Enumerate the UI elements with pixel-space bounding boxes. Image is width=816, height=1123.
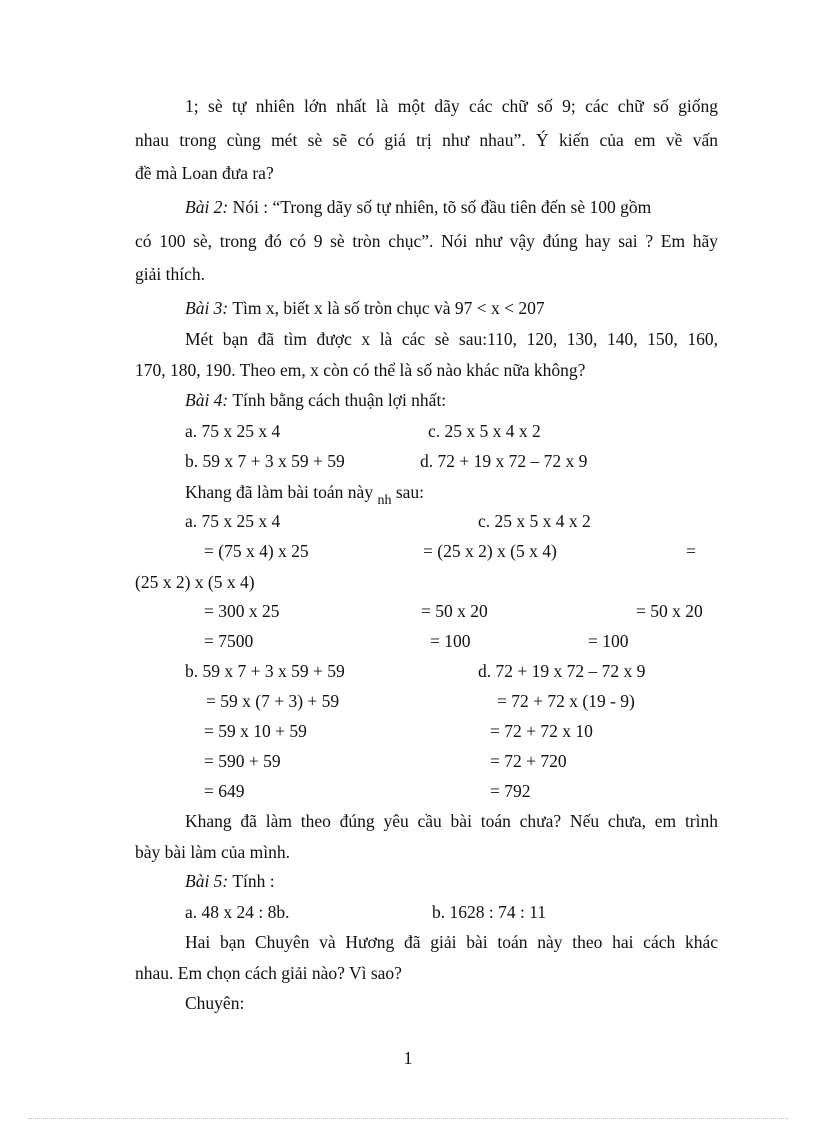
sol-d-step-4: = 792 (490, 781, 531, 801)
bai5-item-a: a. 48 x 24 : 8b. (185, 902, 290, 922)
bai2-label: Bài 2: (185, 197, 229, 217)
bai4-title-line (185, 389, 446, 411)
sol-c-step-2: = 50 x 20 (421, 601, 488, 621)
sol-a-step-1: = (75 x 4) x 25 (204, 541, 309, 561)
sol-c-step-1: = (25 x 2) x (5 x 4) (423, 541, 557, 561)
khang-intro (185, 481, 424, 506)
intro-line-2: nhau trong cùng mét sè sẽ có giá trị như nhau”. Ý kiến của em về vấn (135, 130, 718, 150)
bai5-para-1: Hai bạn Chuyên và Hương đã giải bài toán này theo hai cách khác (185, 932, 718, 952)
bai3-text-1: Tìm x, biết x là số tròn chục và 97 < x < 207 (228, 298, 545, 318)
bai3-label: Bài 3: (185, 298, 229, 318)
intro-line-1: 1; sè tự nhiên lớn nhất là một dãy các chữ số 9; các chữ số giống (185, 96, 718, 116)
bai5-para-2: nhau. Em chọn cách giải nào? Vì sao? (135, 963, 402, 983)
bai5-title: Tính : (228, 871, 275, 891)
khang-intro-nh: nh (377, 493, 392, 508)
bai5-title-line (185, 870, 275, 892)
bai4-item-c: c. 25 x 5 x 4 x 2 (428, 421, 541, 441)
bai2-line-1 (185, 196, 651, 218)
khang-intro-post: sau: (395, 482, 425, 502)
sol-d-step-3: = 72 + 720 (490, 751, 567, 771)
bai4-item-a: a. 75 x 25 x 4 (185, 421, 281, 441)
sol-b-step-1: = 59 x (7 + 3) + 59 (206, 691, 340, 711)
bai2-line-2: có 100 sè, trong đó có 9 sè tròn chục”. Nói như vậy đúng hay sai ? Em hãy (135, 231, 718, 251)
bai4-title: Tính bằng cách thuận lợi nhất: (228, 390, 447, 410)
intro-line-3: đề mà Loan đưa ra? (135, 163, 274, 183)
bai4-question-2: bày bài làm của mình. (135, 842, 291, 862)
bai5-label: Bài 5: (185, 871, 229, 891)
bai2-line-3: giải thích. (135, 264, 205, 284)
khang-intro-pre: Khang đã làm bài toán này (185, 482, 374, 502)
page-number: 1 (403, 1048, 413, 1068)
sol-d-step-2: = 72 + 72 x 10 (490, 721, 593, 741)
sol-extra-eq: = (686, 541, 696, 561)
sol-extra-cont: (25 x 2) x (5 x 4) (135, 572, 255, 592)
bai4-item-b: b. 59 x 7 + 3 x 59 + 59 (185, 451, 345, 471)
sol-extra-step-3: = 100 (588, 631, 629, 651)
bai4-question-1: Khang đã làm theo đúng yêu cầu bài toán chưa? Nếu chưa, em trình (185, 811, 718, 831)
bai2-text-1: Nói : “Trong dãy số tự nhiên, tõ số đầu tiên đến sè 100 gồm (228, 197, 652, 217)
sol-b-step-2: = 59 x 10 + 59 (204, 721, 307, 741)
bai4-label: Bài 4: (185, 390, 229, 410)
sol-b-step-3: = 590 + 59 (204, 751, 281, 771)
sol-d-step-1: = 72 + 72 x (19 - 9) (497, 691, 635, 711)
sol-c-step-3: = 100 (430, 631, 471, 651)
sol-extra-step-2: = 50 x 20 (636, 601, 703, 621)
page-bottom-rule (28, 1118, 788, 1119)
sol-d-head: d. 72 + 19 x 72 – 72 x 9 (478, 661, 646, 681)
sol-c-head: c. 25 x 5 x 4 x 2 (478, 511, 591, 531)
sol-b-head: b. 59 x 7 + 3 x 59 + 59 (185, 661, 345, 681)
sol-a-step-2: = 300 x 25 (204, 601, 280, 621)
bai3-line-1 (185, 297, 545, 319)
bai3-line-2: Mét bạn đã tìm được x là các sè sau:110, 120, 130, 140, 150, 160, (185, 329, 718, 349)
sol-a-head: a. 75 x 25 x 4 (185, 511, 281, 531)
sol-b-step-4: = 649 (204, 781, 245, 801)
bai3-line-3: 170, 180, 190. Theo em, x còn có thể là số nào khác nữa không? (135, 360, 586, 380)
sol-a-step-3: = 7500 (204, 631, 254, 651)
bai5-item-b: b. 1628 : 74 : 11 (432, 902, 547, 922)
chuyen-label: Chuyên: (185, 993, 245, 1013)
bai4-item-d: d. 72 + 19 x 72 – 72 x 9 (420, 451, 588, 471)
